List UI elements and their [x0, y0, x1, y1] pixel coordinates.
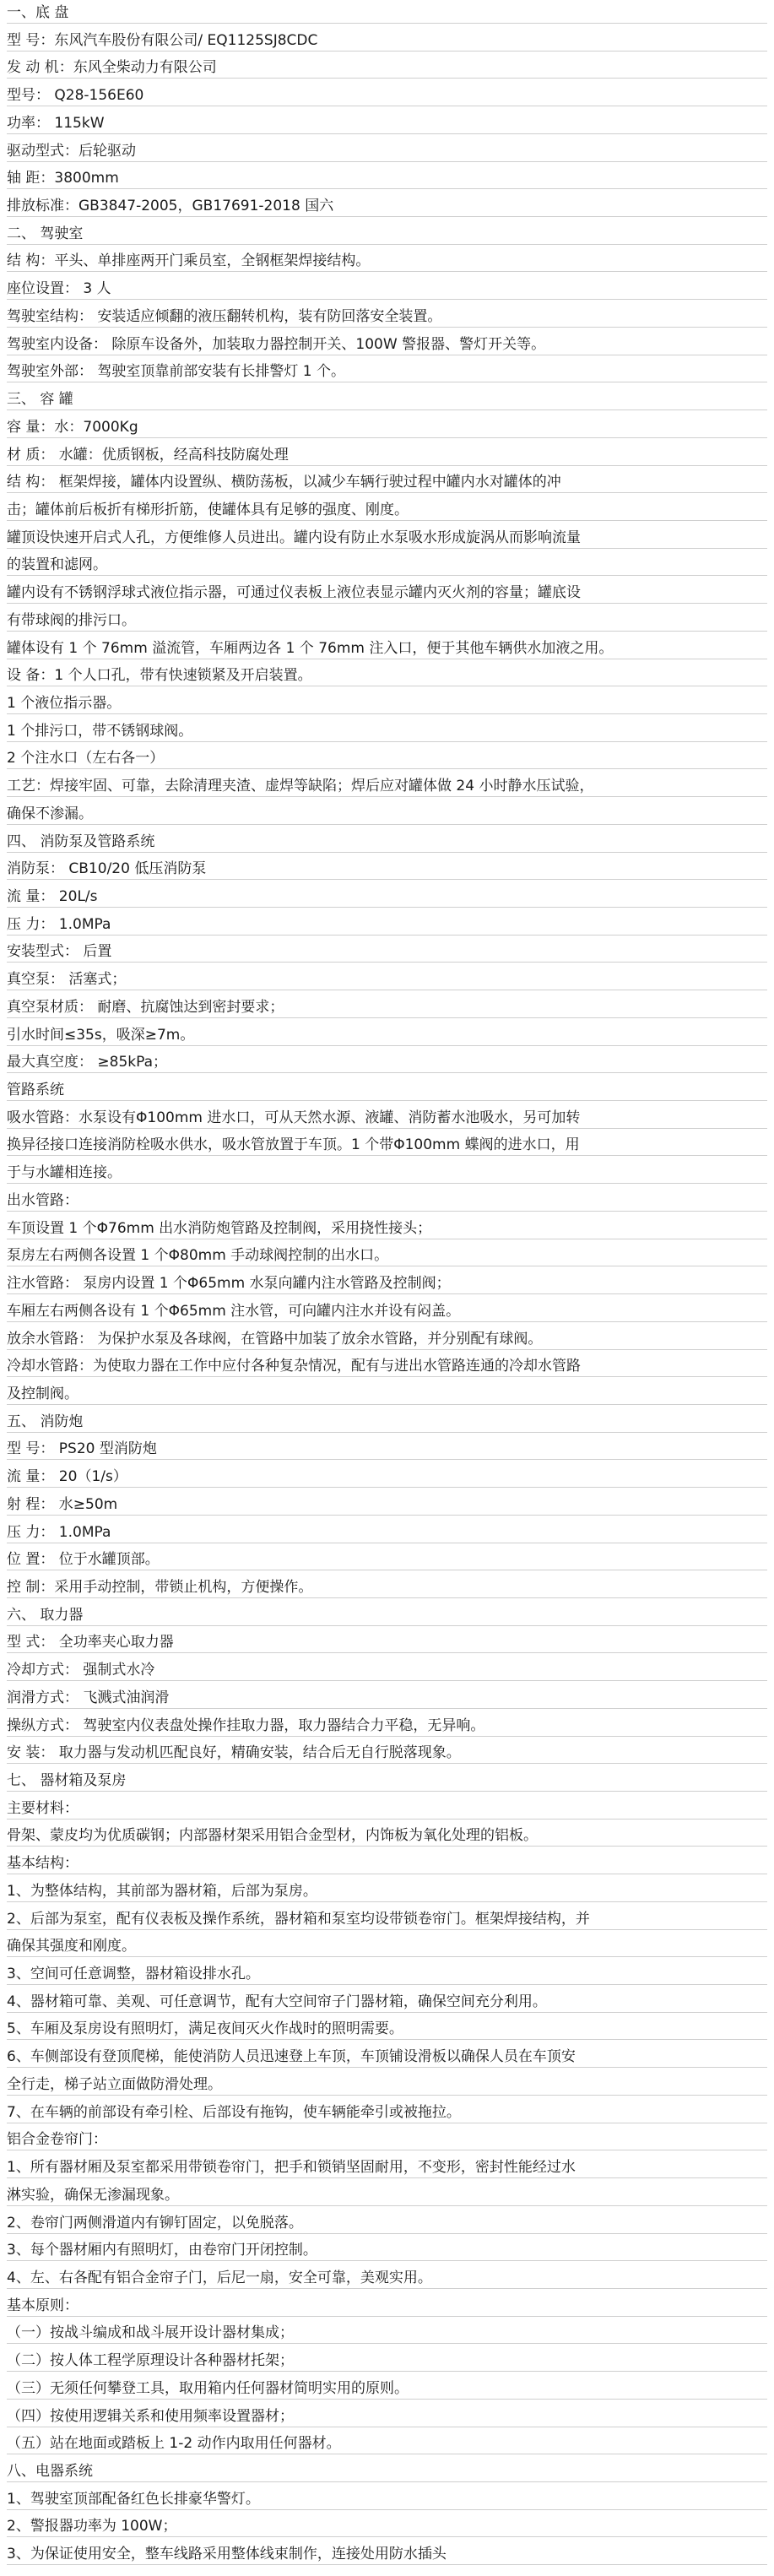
- spec-line: 座位设置： 3 人: [7, 279, 767, 300]
- spec-line: 注水管路： 泵房内设置 1 个Φ65mm 水泵向罐内注水管路及控制阀；: [7, 1274, 767, 1294]
- spec-line: 2、后部为泵室，配有仪表板及操作系统，器材箱和泵室均设带锁卷帘门。框架焊接结构，并: [7, 1910, 767, 1930]
- section-box: [7, 1771, 767, 2454]
- spec-line: （五）站在地面或踏板上 1-2 动作内取用任何器材。: [7, 2434, 767, 2454]
- spec-line: 车厢左右两侧各设有 1 个Φ65mm 注水管，可向罐内注水并设有闷盖。: [7, 1302, 767, 1322]
- spec-line: 流 量： 20（1/s）: [7, 1467, 767, 1488]
- spec-line: 1、为整体结构，其前部为器材箱，后部为泵房。: [7, 1882, 767, 1902]
- spec-line: 操纵方式： 驾驶室内仪表盘处操作挂取力器，取力器结合力平稳，无异响。: [7, 1716, 767, 1737]
- spec-line: 轴 距：3800mm: [7, 169, 767, 189]
- spec-line: 型 式： 全功率夹心取力器: [7, 1633, 767, 1653]
- spec-line: 容 量：水：7000Kg: [7, 418, 767, 438]
- spec-line: 真空泵： 活塞式；: [7, 970, 767, 990]
- spec-line: 3、空间可任意调整，器材箱设排水孔。: [7, 1965, 767, 1985]
- spec-line: （二）按人体工程学原理设计各种器材托架；: [7, 2351, 767, 2372]
- spec-line: 驱动型式：后轮驱动: [7, 142, 767, 162]
- spec-line: 压 力： 1.0MPa: [7, 915, 767, 935]
- section-tank: [7, 390, 767, 825]
- spec-line: 放余水管路： 为保护水泵及各球阀，在管路中加装了放余水管路，并分别配有球阀。: [7, 1330, 767, 1350]
- section-heading: 五、 消防炮: [7, 1413, 767, 1433]
- spec-line: 2、警报器功率为 100W；: [7, 2517, 767, 2537]
- spec-line: 吸水管路：水泵设有Φ100mm 进水口，可从天然水源、液罐、消防蓄水池吸水，另可加转: [7, 1109, 767, 1129]
- spec-line: （四）按使用逻辑关系和使用频率设置器材；: [7, 2407, 767, 2427]
- spec-line: 流 量： 20L/s: [7, 887, 767, 908]
- spec-line: 1、驾驶室顶部配备红色长排豪华警灯。: [7, 2490, 767, 2510]
- spec-line: 安装型式： 后置: [7, 942, 767, 963]
- spec-line: 驾驶室外部： 驾驶室顶靠前部安装有长排警灯 1 个。: [7, 362, 767, 382]
- spec-line: 型 号：东风汽车股份有限公司/ EQ1125SJ8CDC: [7, 31, 767, 52]
- spec-line: 排放标准：GB3847-2005，GB17691-2018 国六: [7, 197, 767, 217]
- spec-line: 及控制阀。: [7, 1385, 767, 1405]
- spec-line: 确保其强度和刚度。: [7, 1937, 767, 1957]
- section-chassis: [7, 3, 767, 217]
- spec-line: 安 装： 取力器与发动机匹配良好，精确安装，结合后无自行脱落现象。: [7, 1744, 767, 1764]
- spec-line: 淋实验，确保无渗漏现象。: [7, 2186, 767, 2206]
- spec-line: 冷却水管路：为使取力器在工作中应付各种复杂情况，配有与进出水管路连通的冷却水管路: [7, 1357, 767, 1377]
- spec-line: 基本原则：: [7, 2297, 767, 2317]
- spec-line: 材 质： 水罐：优质钢板，经高科技防腐处理: [7, 446, 767, 466]
- spec-line: 压 力： 1.0MPa: [7, 1523, 767, 1543]
- spec-line: 于与水罐相连接。: [7, 1163, 767, 1184]
- spec-line: 泵房左右两侧各设置 1 个Φ80mm 手动球阀控制的出水口。: [7, 1246, 767, 1266]
- spec-line: 击；罐体前后板折有梯形折筋，使罐体具有足够的强度、刚度。: [7, 501, 767, 521]
- section-heading: 七、 器材箱及泵房: [7, 1771, 767, 1792]
- spec-line: 车顶设置 1 个Φ76mm 出水消防炮管路及控制阀，采用挠性接头；: [7, 1219, 767, 1239]
- section-cab: [7, 225, 767, 383]
- spec-line: 型号： Q28-156E60: [7, 86, 767, 106]
- spec-line: 有带球阀的排污口。: [7, 611, 767, 632]
- spec-line: 主要材料：: [7, 1799, 767, 1819]
- section-pto: [7, 1606, 767, 1765]
- section-heading: 六、 取力器: [7, 1606, 767, 1626]
- spec-line: 确保不渗漏。: [7, 805, 767, 825]
- spec-line: 型 号： PS20 型消防炮: [7, 1440, 767, 1460]
- spec-line: 骨架、蒙皮均为优质碳钢；内部器材架采用铝合金型材，内饰板为氧化处理的铝板。: [7, 1826, 767, 1847]
- spec-line: 最大真空度： ≥85kPa；: [7, 1053, 767, 1073]
- spec-line: 1 个排污口，带不锈钢球阀。: [7, 722, 767, 742]
- spec-line: 结 构： 框架焊接，罐体内设置纵、横防荡板，以减少车辆行驶过程中罐内水对罐体的冲: [7, 473, 767, 493]
- spec-line: 射 程： 水≥50m: [7, 1495, 767, 1516]
- spec-line: 罐顶设快速开启式人孔，方便维修人员进出。罐内设有防止水泵吸水形成旋涡从而影响流量: [7, 529, 767, 549]
- spec-line: 引水时间≤35s，吸深≥7m。: [7, 1026, 767, 1046]
- spec-line: 3、每个器材厢内有照明灯，由卷帘门开闭控制。: [7, 2241, 767, 2261]
- spec-line: 3、为保证使用安全，整车线路采用整体线束制作，连接处用防水插头: [7, 2545, 767, 2565]
- spec-line: （一）按战斗编成和战斗展开设计器材集成；: [7, 2324, 767, 2344]
- spec-line: 基本结构：: [7, 1854, 767, 1874]
- spec-line: 5、车厢及泵房设有照明灯，满足夜间灭火作战时的照明需要。: [7, 2020, 767, 2040]
- spec-line: 4、器材箱可靠、美观、可任意调节，配有大空间帘子门器材箱，确保空间充分利用。: [7, 1993, 767, 2013]
- spec-line: 真空泵材质： 耐磨、抗腐蚀达到密封要求；: [7, 998, 767, 1018]
- spec-line: 7、在车辆的前部设有牵引栓、后部设有拖钩，使车辆能牵引或被拖拉。: [7, 2103, 767, 2123]
- spec-line: 结 构：平头、单排座两开门乘员室，全钢框架焊接结构。: [7, 252, 767, 272]
- section-electric: [7, 2462, 767, 2565]
- spec-line: 1、所有器材厢及泵室都采用带锁卷帘门，把手和锁销坚固耐用，不变形，密封性能经过水: [7, 2158, 767, 2178]
- spec-line: 工艺：焊接牢固、可靠，去除清理夹渣、虚焊等缺陷；焊后应对罐体做 24 小时静水压试验，: [7, 777, 767, 797]
- section-heading: 八、电器系统: [7, 2462, 767, 2482]
- spec-line: 冷却方式： 强制式水冷: [7, 1661, 767, 1681]
- spec-line: 驾驶室结构： 安装适应倾翻的液压翻转机构，装有防回落安全装置。: [7, 307, 767, 328]
- section-pump: [7, 832, 767, 1405]
- spec-line: 2 个注水口（左右各一）: [7, 749, 767, 769]
- spec-line: 的装置和滤网。: [7, 556, 767, 576]
- section-heading: 四、 消防泵及管路系统: [7, 832, 767, 853]
- spec-line: 管路系统: [7, 1081, 767, 1101]
- spec-line: 设 备：1 个人口孔，带有快速锁紧及开启装置。: [7, 666, 767, 686]
- spec-line: 1 个液位指示器。: [7, 694, 767, 714]
- spec-line: 消防泵： CB10/20 低压消防泵: [7, 860, 767, 880]
- spec-line: 4、左、右各配有铝合金帘子门，后尼一扇，安全可靠，美观实用。: [7, 2269, 767, 2289]
- spec-line: 罐内设有不锈钢浮球式液位指示器，可通过仪表板上液位表显示罐内灭火剂的容量；罐底设: [7, 583, 767, 604]
- spec-line: 换异径接口连接消防栓吸水供水，吸水管放置于车顶。1 个带Φ100mm 蝶阀的进水口，用: [7, 1136, 767, 1156]
- section-heading: 一、底 盘: [7, 3, 767, 24]
- spec-line: 全行走，梯子站立面做防滑处理。: [7, 2075, 767, 2096]
- spec-line: 驾驶室内设备： 除原车设备外，加装取力器控制开关、100W 警报器、警灯开关等。: [7, 335, 767, 355]
- section-heading: 三、 容 罐: [7, 390, 767, 410]
- spec-line: 6、车侧部设有登顶爬梯，能使消防人员迅速登上车顶，车顶铺设滑板以确保人员在车顶安: [7, 2047, 767, 2068]
- spec-line: 控 制：采用手动控制，带锁止机构，方便操作。: [7, 1578, 767, 1598]
- spec-line: （三）无须任何攀登工具，取用箱内任何器材简明实用的原则。: [7, 2379, 767, 2400]
- spec-line: 2、卷帘门两侧滑道内有铆钉固定，以免脱落。: [7, 2214, 767, 2234]
- spec-line: 铝合金卷帘门：: [7, 2130, 767, 2150]
- spec-line: 发 动 机：东风全柴动力有限公司: [7, 58, 767, 79]
- spec-line: 罐体设有 1 个 76mm 溢流管，车厢两边各 1 个 76mm 注入口，便于其他车辆供水加液之用。: [7, 639, 767, 659]
- spec-line: 润滑方式： 飞溅式油润滑: [7, 1689, 767, 1709]
- spec-line: 功率： 115kW: [7, 114, 767, 134]
- section-heading: 二、 驾驶室: [7, 225, 767, 245]
- section-monitor: [7, 1413, 767, 1598]
- spec-line: 位 置： 位于水罐顶部。: [7, 1550, 767, 1570]
- spec-line: 出水管路：: [7, 1191, 767, 1212]
